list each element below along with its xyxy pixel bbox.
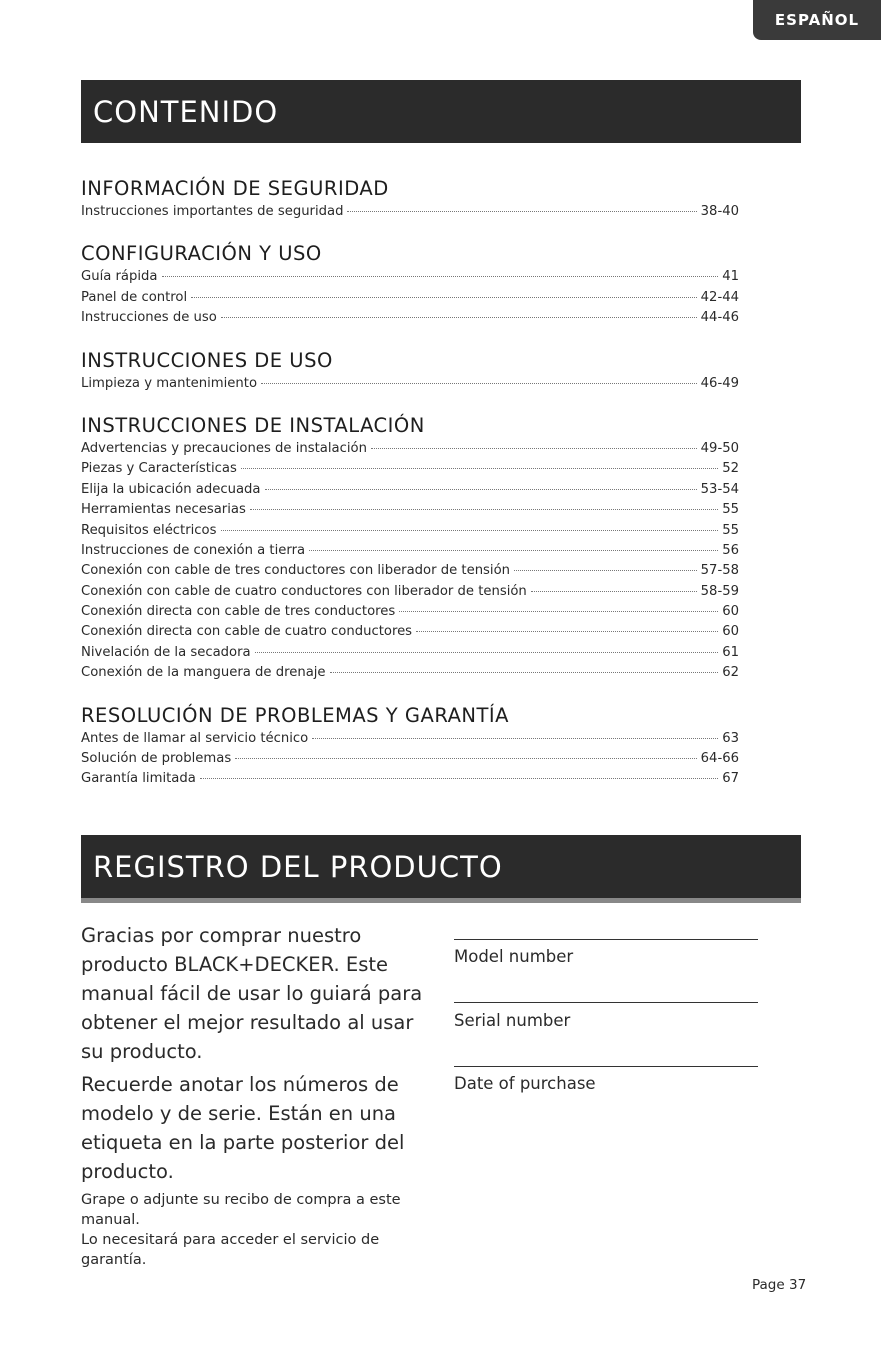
toc-section-heading: RESOLUCIÓN DE PROBLEMAS Y GARANTÍA [81,703,510,727]
toc-entry-title: Conexión directa con cable de cuatro conductores [81,624,413,640]
purchase-date-line[interactable] [454,1066,758,1067]
toc-entry-title: Garantía limitada [81,771,196,787]
thanks-paragraph: Gracias por comprar nuestro producto BLACK+DECKER. Este manual fácil de usar lo guiará para obtener el mejor resultado al usar su producto. [81,924,423,1063]
dot-leader [241,468,718,469]
toc-entry[interactable] [81,751,739,771]
page-number: Page 37 [752,1277,807,1293]
dot-leader [255,652,719,653]
dot-leader [399,611,718,612]
dot-leader [200,778,718,779]
serial-number-label: Serial number [454,1011,571,1030]
toc-entry[interactable] [81,771,739,791]
toc-entry-page: 56 [722,542,739,558]
toc-entry-title: Solución de problemas [81,751,232,767]
dot-leader [514,570,697,571]
toc-entry-page: 58-59 [700,583,739,599]
toc-entry-page: 55 [722,522,739,538]
dot-leader [371,448,697,449]
toc-entry-page: 60 [722,624,739,640]
toc-entry[interactable] [81,290,739,310]
toc-section-heading: CONFIGURACIÓN Y USO [81,242,322,266]
toc-entry-page: 46-49 [700,375,739,391]
toc-entry[interactable] [81,441,739,461]
toc-entry-title: Conexión con cable de cuatro conductores con liberador de tensión [81,583,527,599]
toc-entry-page: 38-40 [700,204,739,219]
toc-entry[interactable] [81,502,739,522]
toc-entry-title: Panel de control [81,289,188,305]
toc-entry-title: Guía rápida [81,269,158,285]
toc-section-heading: INFORMACIÓN DE SEGURIDAD [81,177,389,200]
dot-leader [191,297,697,298]
dot-leader [330,672,719,673]
toc-entry-page: 41 [722,269,739,285]
toc-entry[interactable] [81,604,739,624]
model-number-line[interactable] [454,939,758,940]
toc-entry-page: 53-54 [700,481,739,497]
toc-entry-title: Piezas y Características [81,461,237,477]
receipt-note [81,1190,431,1270]
language-tab: ESPAÑOL [753,0,881,40]
toc-entry[interactable] [81,482,739,502]
dot-leader [250,509,718,510]
toc-entry-title: Instrucciones de uso [81,310,217,326]
toc-entry[interactable] [81,563,739,583]
reminder-paragraph: Recuerde anotar los números de modelo y de serie. Están en una etiqueta en la parte posterior del producto. [81,1073,405,1183]
toc-entry[interactable] [81,461,739,481]
toc-entry-page: 52 [722,461,739,477]
toc-entry-page: 60 [722,604,739,620]
dot-leader [309,550,718,551]
toc-entry-title: Advertencias y precauciones de instalación [81,440,367,456]
toc-entry-page: 62 [722,665,739,681]
dot-leader [235,758,696,759]
toc-entry-page: 63 [722,730,739,746]
purchase-date-label: Date of purchase [454,1074,596,1093]
contents-banner: CONTENIDO [81,80,801,143]
dot-leader [162,276,719,277]
serial-number-line[interactable] [454,1002,758,1003]
toc-entry[interactable] [81,543,739,563]
dot-leader [531,591,697,592]
toc-entry[interactable] [81,523,739,543]
toc-entry-title: Herramientas necesarias [81,502,246,518]
toc-entry-page: 57-58 [700,563,739,579]
toc-entry[interactable] [81,731,739,751]
toc-entry[interactable] [81,269,739,289]
toc-entry-page: 61 [722,644,739,660]
table-of-contents [81,168,739,792]
toc-section-heading: INSTRUCCIONES DE INSTALACIÓN [81,413,425,437]
toc-entry-title: Conexión directa con cable de tres conductores [81,604,396,620]
dot-leader [221,530,719,531]
toc-entry-title: Nivelación de la secadora [81,644,251,660]
toc-entry[interactable] [81,204,739,224]
staple-note: Grape o adjunte su recibo de compra a este manual. [81,1192,401,1228]
dot-leader [261,383,697,384]
dot-leader [347,211,696,212]
toc-entry-title: Antes de llamar al servicio técnico [81,730,309,746]
dot-leader [416,631,718,632]
toc-entry-title: Instrucciones de conexión a tierra [81,542,306,558]
toc-entry[interactable] [81,310,739,330]
toc-entry-title: Elija la ubicación adecuada [81,481,261,497]
toc-entry-title: Requisitos eléctricos [81,522,217,538]
warranty-note: Lo necesitará para acceder el servicio de garantía. [81,1232,380,1268]
toc-entry-title: Conexión de la manguera de drenaje [81,665,326,681]
toc-entry-title: Limpieza y mantenimiento [81,375,258,391]
toc-entry-title: Instrucciones importantes de seguridad [81,204,344,219]
toc-entry-title: Conexión con cable de tres conductores con liberador de tensión [81,563,511,579]
registration-banner: REGISTRO DEL PRODUCTO [81,835,801,903]
dot-leader [312,738,718,739]
toc-entry[interactable] [81,665,739,685]
dot-leader [221,317,697,318]
toc-entry-page: 49-50 [700,440,739,456]
toc-entry[interactable] [81,645,739,665]
toc-entry-page: 55 [722,502,739,518]
toc-entry[interactable] [81,584,739,604]
toc-entry-page: 42-44 [700,289,739,305]
toc-entry-page: 64-66 [700,751,739,767]
toc-section-heading: INSTRUCCIONES DE USO [81,348,333,372]
dot-leader [265,489,697,490]
model-number-label: Model number [454,947,574,966]
toc-entry[interactable] [81,624,739,644]
toc-entry-page: 67 [722,771,739,787]
toc-entry-page: 44-46 [700,310,739,326]
toc-entry[interactable] [81,376,739,396]
